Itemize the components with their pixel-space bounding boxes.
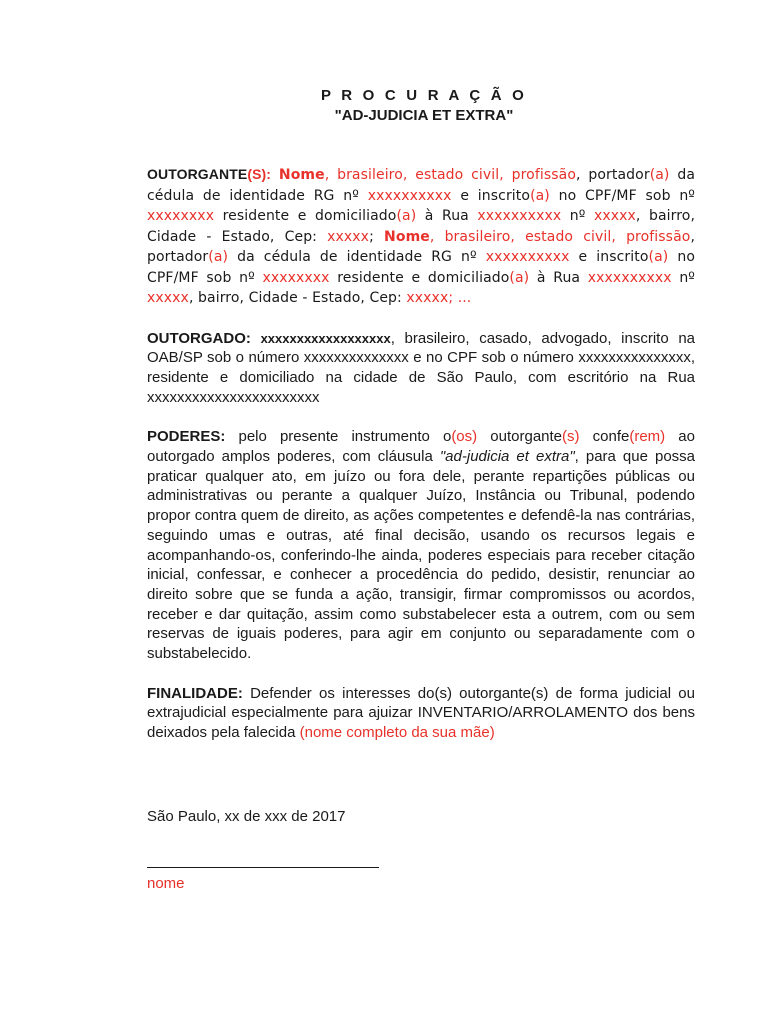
finalidade-text: Defender os interesses do(s) outorgante(s) de forma judicial ou extrajudicial especialmente para ajuizar INVENTARIO/ARROLAMENTO dos bens deixados pela falecida xyxy=(147,684,695,742)
signature-name: nome xyxy=(147,874,185,892)
text-fragment: ao outorgado amplos poderes, com cláusula xyxy=(147,428,695,466)
plural-suffix: (os) xyxy=(451,428,478,446)
cpf-placeholder-1: xxxxxxxx xyxy=(147,208,215,224)
text-fragment: , bairro, Cidade - Estado, Cep: xyxy=(188,290,407,306)
text-fragment: pelo presente instrumento o xyxy=(225,428,452,446)
gender-suffix: (a) xyxy=(509,269,530,286)
text-fragment: , portador xyxy=(147,228,695,265)
text-fragment: ; xyxy=(369,228,385,245)
outorgado-label: OUTORGADO: xyxy=(147,329,261,347)
document-title: P R O C U R A Ç Ã O xyxy=(320,87,528,104)
gender-suffix: (a) xyxy=(530,187,550,204)
outorgante-label: OUTORGANTE xyxy=(147,166,248,182)
outorgante-name-1: Nome xyxy=(278,167,325,183)
document-title-block xyxy=(153,86,695,126)
outorgado-name-placeholder: xxxxxxxxxxxxxxxxxx xyxy=(260,330,391,346)
text-fragment: nº xyxy=(671,269,695,286)
text-fragment: confe xyxy=(579,428,630,446)
gender-suffix: (a) xyxy=(648,249,669,265)
signature-line xyxy=(147,867,379,868)
text-fragment: da cédula de identidade RG nº xyxy=(228,249,486,265)
text-fragment: residente e domiciliado xyxy=(214,208,397,224)
place-and-date: São Paulo, xx de xxx de 2017 xyxy=(147,807,346,825)
plural-suffix: (rem) xyxy=(629,428,666,446)
text-fragment: , portador xyxy=(576,167,650,183)
text-fragment: no CPF/MF sob nº xyxy=(147,249,695,286)
number-placeholder-1: xxxxx xyxy=(593,208,636,224)
cpf-placeholder-2: xxxxxxxx xyxy=(262,269,330,286)
street-placeholder-1: xxxxxxxxxx xyxy=(477,208,562,224)
outorgante-paragraph xyxy=(147,164,695,309)
street-placeholder-2: xxxxxxxxxx xyxy=(587,269,672,286)
finalidade-paragraph xyxy=(147,684,695,743)
text-fragment: no CPF/MF sob nº xyxy=(549,187,695,204)
document-subtitle: "AD-JUDICIA ET EXTRA" xyxy=(334,107,514,124)
rg-placeholder-2: xxxxxxxxxx xyxy=(485,249,570,265)
text-fragment: outorgante xyxy=(477,428,563,446)
text-fragment: e inscrito xyxy=(569,249,649,265)
text-fragment: residente e domiciliado xyxy=(329,269,510,286)
poderes-label: PODERES: xyxy=(147,428,226,446)
number-placeholder-2: xxxxx xyxy=(147,290,189,306)
plural-suffix: (s) xyxy=(562,428,580,446)
poderes-paragraph xyxy=(147,427,695,663)
outorgante-details-1: , brasileiro, estado civil, profissão xyxy=(324,167,577,183)
cep-placeholder-1: xxxxx xyxy=(327,228,370,245)
text-fragment: nº xyxy=(561,208,594,224)
outorgado-paragraph xyxy=(147,329,695,408)
text-fragment: , bairro, Cidade - Estado, Cep: xyxy=(147,208,695,245)
text-fragment: à Rua xyxy=(529,269,588,286)
outorgado-text: , brasileiro, casado, advogado, inscrito na OAB/SP sob o número xxxxxxxxxxxxxx e no CPF sob o número xxxxxxxxxxxxxxx, residente e domiciliado na cidade de São Paulo, com escritório na Rua xxxxxxxxxxxxxxxxxxxxxxx xyxy=(147,329,696,406)
deceased-name-placeholder: (nome completo da sua mãe) xyxy=(299,724,495,742)
text-fragment: e inscrito xyxy=(451,187,531,204)
clause-text: "ad-judicia et extra" xyxy=(439,448,575,466)
poderes-body-text: , para que possa praticar qualquer ato, em juízo ou fora dele, perante repartições públicas ou administrativas ou perante a qualquer Juízo, Instância ou Tribunal, podendo propor contra quem de direito, as ações competentes e defendê-la nas contrárias, seguindo umas e outras, até final decisão, usando os recursos legais e acompanhando-os, conferindo-lhe ainda, poderes especiais para receber citação inicial, confessar, e conhecer a procedência do pedido, desistir, renunciar ao direito sobre que se funda a ação, transigir, firmar compromissos ou acordos, receber e dar quitação, assim como substabelecer esta a outrem, com ou sem reservas de iguais poderes, para agir em conjunto ou separadamente com o substabelecido. xyxy=(147,448,696,663)
document-page xyxy=(147,86,695,893)
outorgante-name-2: Nome xyxy=(384,228,430,245)
gender-suffix: (a) xyxy=(649,167,670,183)
text-fragment: da cédula de identidade RG nº xyxy=(147,167,695,204)
rg-placeholder-1: xxxxxxxxxx xyxy=(367,187,452,204)
gender-suffix: (a) xyxy=(208,249,229,265)
text-fragment: à Rua xyxy=(416,208,478,224)
cep-placeholder-2: xxxxx; ... xyxy=(406,290,472,306)
outorgante-label-suffix: (S): xyxy=(247,166,272,182)
finalidade-label: FINALIDADE: xyxy=(147,684,243,702)
outorgante-details-2: , brasileiro, estado civil, profissão xyxy=(429,228,691,245)
gender-suffix: (a) xyxy=(396,208,417,224)
